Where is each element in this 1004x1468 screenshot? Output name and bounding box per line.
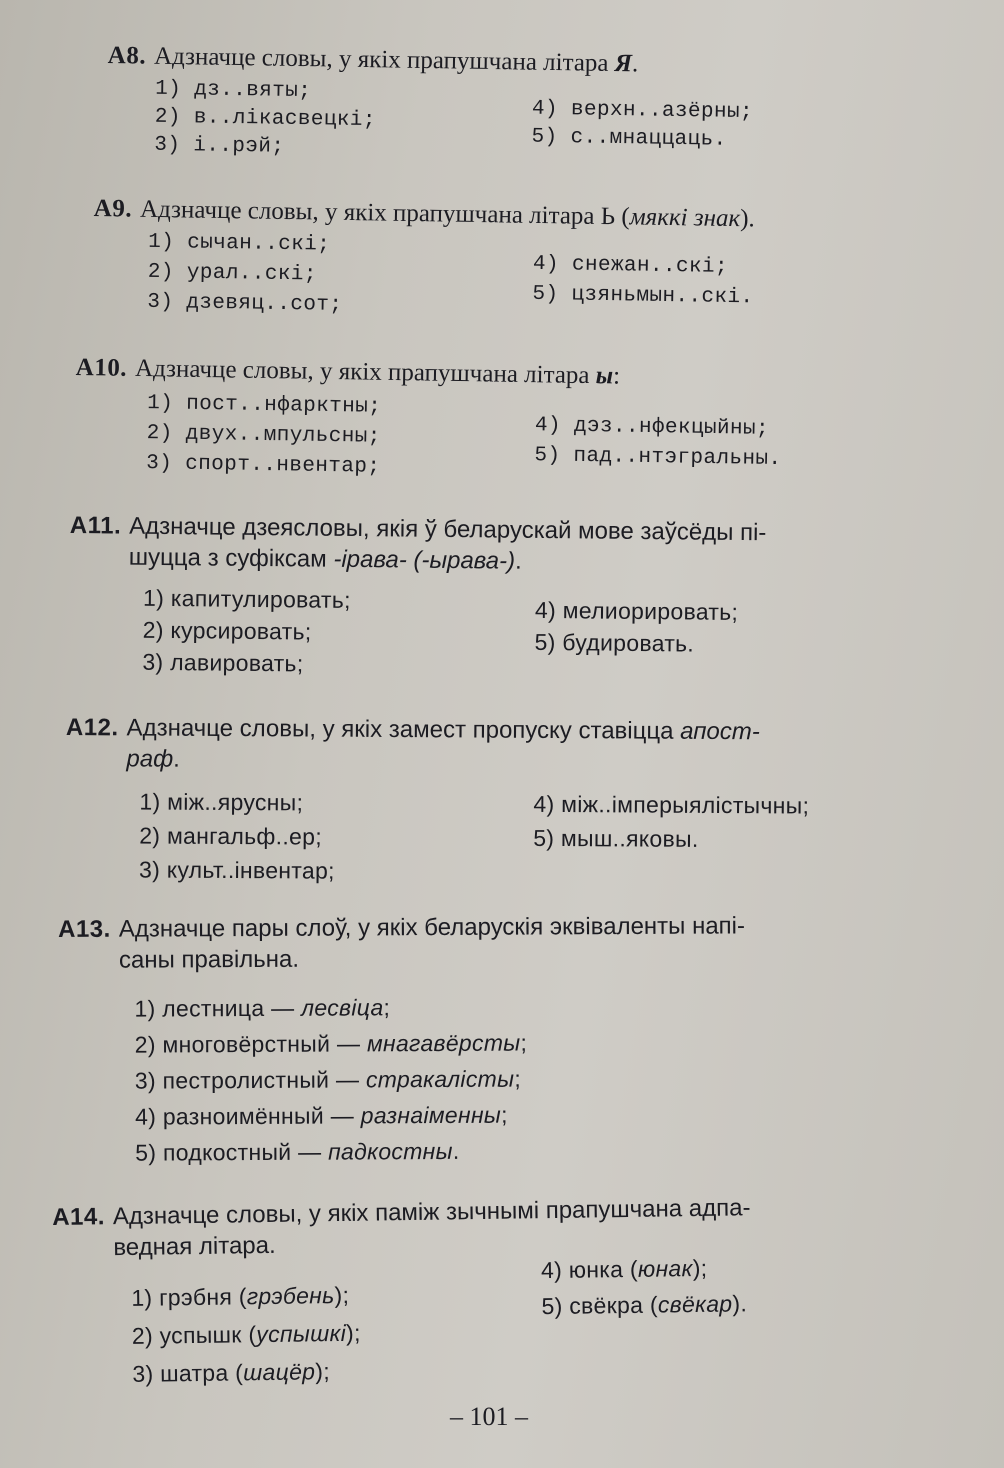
task-question: Адзначце словы, у якіх прапушчана літара Ь (мяккі знак). — [139, 195, 755, 233]
option-5: 5) пад..нтэгральны. — [534, 444, 782, 472]
task-number: A11. — [69, 511, 122, 540]
option-1: 1) дз..вяты; — [155, 77, 312, 104]
option-5: 5) мыш..яковы. — [533, 824, 699, 852]
option-4: 4) юнка (юнак); — [540, 1254, 708, 1284]
task-question: Адзначце словы, у якіх прапушчана літара Я. — [153, 42, 639, 78]
option-3: 3) і..рэй; — [154, 133, 285, 159]
task-a14 — [52, 1190, 944, 1387]
option-2: 2) многовёрстный — мнагавёрсты; — [134, 1029, 528, 1058]
task-question: Адзначце словы, у якіх прапушчана літара ы: — [134, 354, 621, 390]
options — [68, 572, 949, 681]
task-a11 — [68, 510, 950, 681]
option-2: 2) в..лікасвецкі; — [154, 105, 376, 133]
option-3: 3) лавировать; — [142, 648, 304, 677]
option-4: 4) мелиорировать; — [534, 596, 739, 626]
option-4: 4) дэз..нфекцыйны; — [534, 414, 770, 441]
option-2: 2) мангальф..ер; — [139, 822, 323, 850]
option-3: 3) дзевяц..сот; — [147, 290, 343, 317]
option-5: 5) цзяньмын..скі. — [532, 282, 754, 310]
task-number: A8. — [107, 41, 147, 70]
task-question: Адзначце словы, у якіх замест пропуску ставіцца апост- раф. — [126, 714, 760, 773]
task-number: A14. — [52, 1203, 106, 1231]
options — [92, 224, 953, 327]
option-1: 1) грэбня (грэбень); — [131, 1281, 350, 1311]
option-5: 5) подкостный — падкостны. — [135, 1137, 460, 1166]
task-number: A13. — [58, 915, 111, 943]
task-question: Адзначце пары слоў, у якіх беларускія эквіваленты напі- саны правільна. — [118, 912, 746, 974]
options — [58, 971, 939, 1166]
option-1: 1) лестница — лесвіца; — [134, 994, 391, 1022]
option-4: 4) разноимённый — разнаіменны; — [134, 1101, 508, 1130]
task-question: Адзначце словы, у якіх паміж зычнымі прапушчана адпа- ведная літара. — [112, 1194, 751, 1262]
page-number: – 101 – — [450, 1402, 528, 1431]
option-3: 3) шатра (шацёр); — [132, 1358, 331, 1387]
option-2: 2) урал..скі; — [147, 260, 317, 287]
option-5: 5) свёкра (свёкар). — [541, 1290, 748, 1320]
task-a8 — [106, 40, 968, 174]
option-4: 4) снежан..скі; — [532, 252, 729, 279]
option-2: 2) успышк (успышкі); — [131, 1319, 361, 1349]
option-3: 3) пестролистный — стракалісты; — [134, 1065, 522, 1094]
options — [53, 1252, 944, 1387]
option-3: 3) спорт..нвентар; — [146, 452, 381, 479]
option-5: 5) с..мнаццаць. — [531, 125, 727, 152]
task-number: A9. — [93, 194, 133, 223]
task-question: Адзначце дзеясловы, якія ў беларускай мове заўсёды пі- шуцца з суфіксам -ірава- (-ырава-). — [128, 512, 767, 575]
option-1: 1) капитулировать; — [142, 584, 351, 613]
option-1: 1) пост..нфарктны; — [147, 392, 382, 419]
options — [65, 774, 946, 884]
option-5: 5) будировать. — [534, 628, 695, 657]
options — [74, 383, 935, 486]
option-4: 4) між..імперыялістычны; — [533, 790, 810, 819]
option-4: 4) верхн..азёрны; — [531, 97, 754, 125]
task-a12 — [65, 712, 946, 884]
option-1: 1) між..ярусны; — [139, 788, 304, 816]
task-a10 — [74, 352, 936, 486]
options — [106, 71, 967, 174]
task-a13 — [58, 909, 939, 1166]
option-2: 2) двух..мпульсны; — [146, 422, 381, 449]
task-number: A12. — [65, 713, 119, 742]
option-1: 1) сычан..скі; — [148, 230, 331, 257]
task-a9 — [92, 193, 954, 327]
option-3: 3) культ..інвентар; — [138, 856, 335, 884]
option-2: 2) курсировать; — [142, 616, 312, 645]
task-number: A10. — [75, 353, 128, 382]
